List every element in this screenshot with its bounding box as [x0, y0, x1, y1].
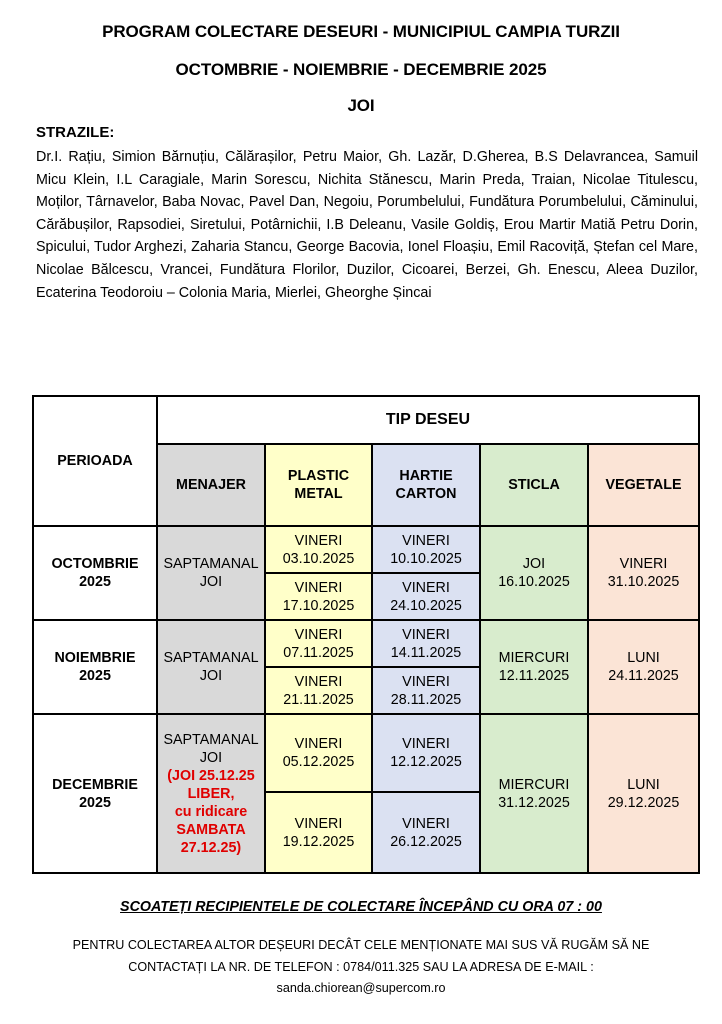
- menajer-decembrie: SAPTAMANAL JOI (JOI 25.12.25 LIBER, cu ridicare SAMBATA 27.12.25): [157, 714, 265, 873]
- col-menajer: MENAJER: [157, 444, 265, 526]
- plastic-noiembrie-2: VINERI 21.11.2025: [265, 667, 372, 714]
- col-plastic-metal: PLASTIC METAL: [265, 444, 372, 526]
- hartie-decembrie-2: VINERI 26.12.2025: [372, 792, 480, 873]
- plastic-octombrie-1: VINERI 03.10.2025: [265, 526, 372, 573]
- hartie-octombrie-1: VINERI 10.10.2025: [372, 526, 480, 573]
- plastic-octombrie-2: VINERI 17.10.2025: [265, 573, 372, 620]
- hartie-decembrie-1: VINERI 12.12.2025: [372, 714, 480, 792]
- contact-line-2: CONTACTAȚI LA NR. DE TELEFON : 0784/011.325 SAU LA ADRESA DE E-MAIL :: [128, 959, 594, 974]
- title-line-1: PROGRAM COLECTARE DESEURI - MUNICIPIUL CAMPIA TURZII: [102, 22, 620, 41]
- sticla-decembrie: MIERCURI 31.12.2025: [480, 714, 588, 873]
- streets-list: Dr.I. Rațiu, Simion Bărnuțiu, Călărașilor, Petru Maior, Gh. Lazăr, D.Gherea, B.S Delavrancea, Samuil Micu Klein, I.L Caragiale, Marin Sorescu, Nichita Stănescu, Marin Preda, Traian, Nicolae Titulescu, Moților, Târnavelor, Baba Novac, Pavel Dan, Negoiu, Porumbelului, Fundătura Porumbelului, Căminului, Cărăbușilor, Rapsodiei, Siretului, Potârnichii, I.B Deleanu, Vasile Goldiș, Erou Martir Matiă Petru Dorin, Spicului, Tudor Arghezi, Zaharia Stancu, George Bacovia, Ionel Floașiu, Emil Racoviță, Ștefan cel Mare, Nicolae Bălcescu, Vrancei, Fundătura Florilor, Duzilor, Cicoarei, Berzei, Gh. Enescu, Aleea Duzilor, Ecaterina Teodoroiu – Colonia Maria, Mierlei, Gheorghe Șincai: [36, 149, 698, 301]
- sticla-noiembrie: MIERCURI 12.11.2025: [480, 620, 588, 714]
- period-noiembrie: NOIEMBRIE 2025: [33, 620, 157, 714]
- sticla-octombrie: JOI 16.10.2025: [480, 526, 588, 620]
- vegetale-noiembrie: LUNI 24.11.2025: [588, 620, 699, 714]
- col-hartie-carton: HARTIE CARTON: [372, 444, 480, 526]
- col-vegetale: VEGETALE: [588, 444, 699, 526]
- streets-label: STRAZILE:: [36, 124, 115, 141]
- vegetale-decembrie: LUNI 29.12.2025: [588, 714, 699, 873]
- col-sticla: STICLA: [480, 444, 588, 526]
- holiday-note: (JOI 25.12.25 LIBER, cu ridicare SAMBATA 27.12.25): [167, 767, 255, 856]
- hartie-noiembrie-1: VINERI 14.11.2025: [372, 620, 480, 667]
- period-octombrie: OCTOMBRIE 2025: [33, 526, 157, 620]
- contact-email: sanda.chiorean@supercom.ro: [276, 981, 446, 995]
- menajer-octombrie: SAPTAMANAL JOI: [157, 526, 265, 620]
- contact-line-1: PENTRU COLECTAREA ALTOR DEȘEURI DECÂT CELE MENȚIONATE MAI SUS VĂ RUGĂM SĂ NE: [72, 938, 650, 952]
- plastic-noiembrie-1: VINERI 07.11.2025: [265, 620, 372, 667]
- period-decembrie: DECEMBRIE 2025: [33, 714, 157, 873]
- plastic-decembrie-1: VINERI 05.12.2025: [265, 714, 372, 792]
- title-line-2: OCTOMBRIE - NOIEMBRIE - DECEMBRIE 2025: [175, 60, 547, 79]
- hartie-octombrie-2: VINERI 24.10.2025: [372, 573, 480, 620]
- vegetale-octombrie: VINERI 31.10.2025: [588, 526, 699, 620]
- title-line-3: JOI: [347, 96, 375, 115]
- plastic-decembrie-2: VINERI 19.12.2025: [265, 792, 372, 873]
- perioada-header: PERIOADA: [33, 396, 157, 526]
- contact-info: [36, 935, 686, 1000]
- menajer-noiembrie: SAPTAMANAL JOI: [157, 620, 265, 714]
- tip-deseu-header: TIP DESEU: [157, 396, 699, 444]
- hartie-noiembrie-2: VINERI 28.11.2025: [372, 667, 480, 714]
- schedule-table: [32, 395, 700, 874]
- collection-time-notice: SCOATEȚI RECIPIENTELE DE COLECTARE ÎNCEPÂND CU ORA 07 : 00: [120, 899, 602, 915]
